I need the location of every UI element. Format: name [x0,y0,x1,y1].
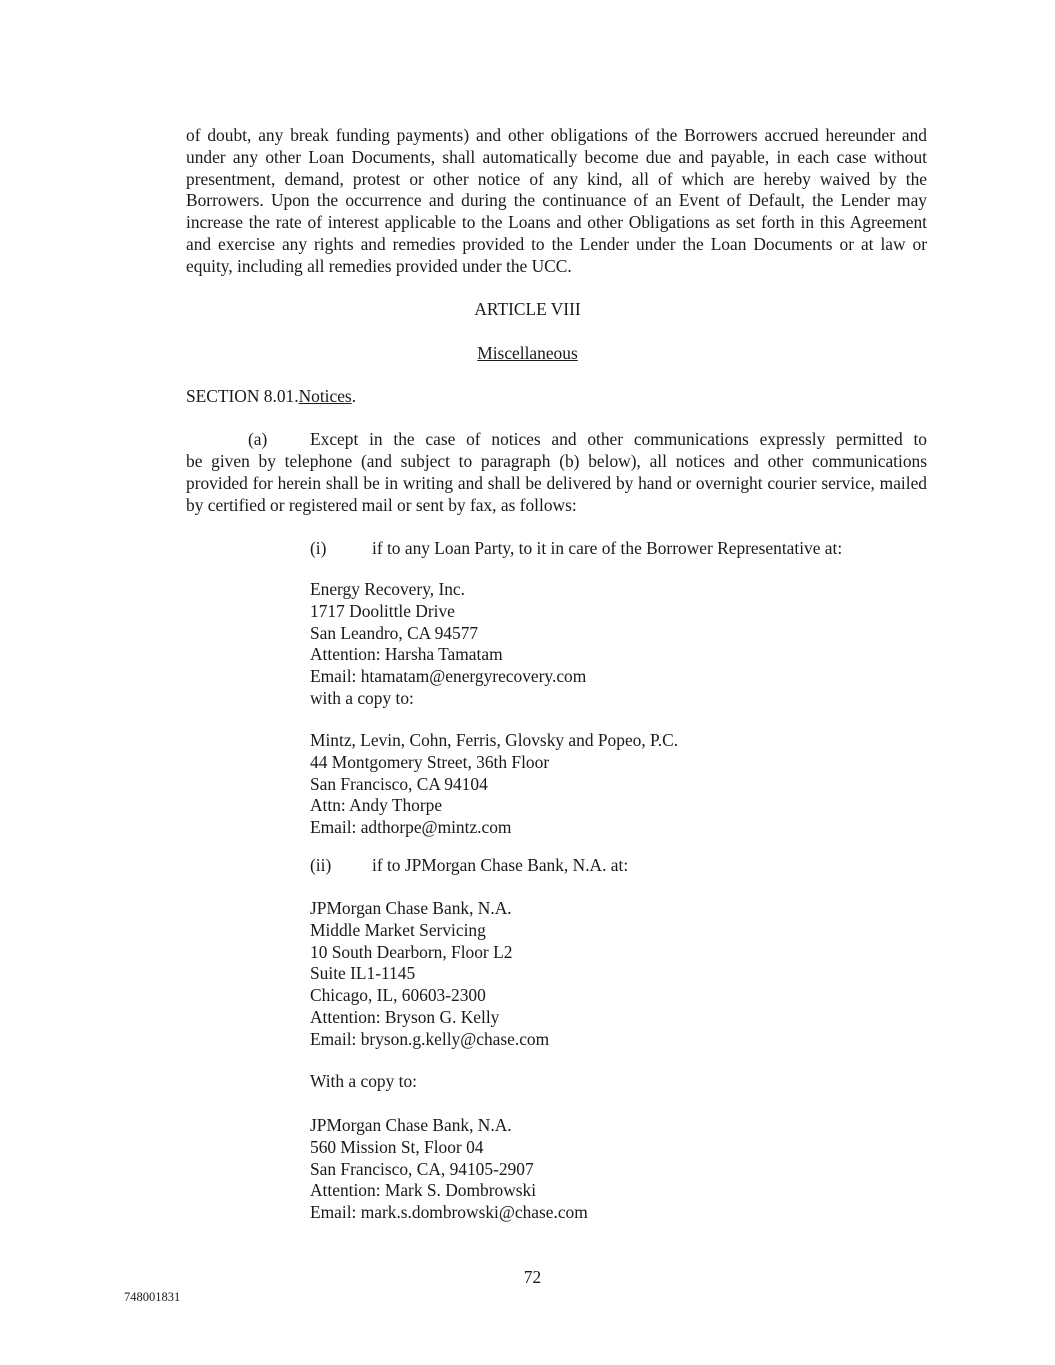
section-title-punct: . [351,386,357,406]
address-email: Email: adthorpe@mintz.com [310,817,512,838]
item-i-text: if to any Loan Party, to it in care of the Borrower Representative at: [372,538,843,558]
address-line: Energy Recovery, Inc. [310,579,466,599]
subsection-a-label: (a) [248,429,268,449]
page-number: 72 [523,1267,542,1287]
section-heading [186,386,356,408]
document-id: 748001831 [124,1290,181,1304]
address-line: 560 Mission St, Floor 04 [310,1136,484,1157]
copy-to-label: with a copy to: [310,687,414,708]
subsection-a-body: be given by telephone (and subject to paragraph (b) below), all notices and other communications provided for herein shall be in writing and shall be delivered by hand or overnight courier service, mailed by certified or registered mail or sent by fax, as follows: [186,451,927,515]
address-line: Chicago, IL, 60603-2300 [310,985,486,1006]
address-line: JPMorgan Chase Bank, N.A. [310,1115,512,1135]
address-line: San Francisco, CA 94104 [310,773,488,794]
address-jpm-chicago [310,898,549,1051]
address-line: Attention: Harsha Tamatam [310,644,503,665]
with-copy-to-label: With a copy to: [310,1071,418,1091]
section-number: SECTION 8.01. [186,386,299,406]
address-line: Middle Market Servicing [310,919,486,940]
address-mintz [310,730,678,839]
address-line: Attention: Bryson G. Kelly [310,1006,500,1027]
address-jpm-san-francisco [310,1115,588,1224]
address-line: Suite IL1-1145 [310,963,416,984]
continuation-paragraph: of doubt, any break funding payments) and other obligations of the Borrowers accrued hereunder and under any other Loan Documents, shall automatically become due and payable, in each case without presentment, demand, protest or other notice of any kind, all of which are hereby waived by the Borrowers. Upon the occurrence and during the continuance of an Event of Default, the Lender may increase the rate of interest applicable to the Loans and other Obligations as set forth in this Agreement and exercise any rights and remedies provided to the Lender under the Loan Documents or at law or equity, including all remedies provided under the UCC. [186,125,927,276]
article-title-text: Miscellaneous [477,343,578,363]
address-energy-recovery [310,579,586,710]
section-title: Notices [298,386,352,406]
address-email: Email: mark.s.dombrowski@chase.com [310,1202,588,1223]
article-title [0,343,1055,365]
item-ii-text: if to JPMorgan Chase Bank, N.A. at: [372,855,629,875]
item-i-label: (i) [310,538,327,558]
address-line: Attn: Andy Thorpe [310,795,443,816]
address-line: 1717 Doolittle Drive [310,600,455,621]
address-line: 10 South Dearborn, Floor L2 [310,941,513,962]
address-line: Mintz, Levin, Cohn, Ferris, Glovsky and Popeo, P.C. [310,730,679,750]
address-line: JPMorgan Chase Bank, N.A. [310,898,512,918]
address-line: San Francisco, CA, 94105-2907 [310,1158,534,1179]
address-line: 44 Montgomery Street, 36th Floor [310,751,550,772]
address-line: Attention: Mark S. Dombrowski [310,1180,537,1201]
address-email: Email: htamatam@energyrecovery.com [310,666,587,687]
subsection-a-first-line: Except in the case of notices and other communications expressly permitted to [310,429,927,449]
address-line: San Leandro, CA 94577 [310,622,479,643]
address-email: Email: bryson.g.kelly@chase.com [310,1028,550,1049]
article-heading: ARTICLE VIII [474,299,581,319]
item-ii-label: (ii) [310,855,332,875]
